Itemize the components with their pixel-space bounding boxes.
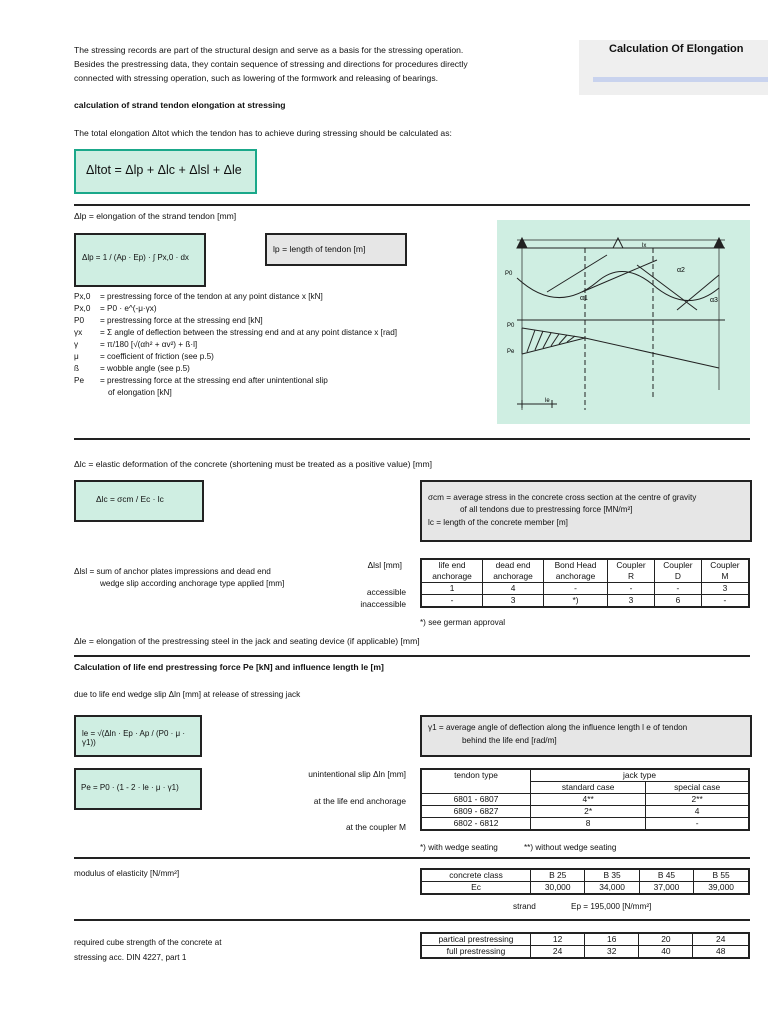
gamma-definition-box bbox=[420, 715, 752, 757]
section-heading: calculation of strand tendon elongation at stressing bbox=[74, 100, 286, 110]
tendon-diagram bbox=[497, 220, 750, 424]
label-lx: lx bbox=[642, 243, 647, 249]
label-alpha1: α1 bbox=[580, 295, 588, 302]
lc-formula: Δlc = σcm / Ec · lc bbox=[96, 494, 164, 504]
gamma-line: γ1 = average angle of deflection along the influence length l e of tendon bbox=[428, 723, 688, 732]
table-cell: Ec bbox=[421, 882, 531, 895]
table-header-cell: B 35 bbox=[585, 869, 639, 882]
pe-formula: Pe = P0 · (1 - 2 · le · μ · γ1) bbox=[81, 783, 179, 792]
divider bbox=[74, 919, 750, 921]
table-cell: 2** bbox=[646, 794, 749, 806]
def-row: Pe = prestressing force at the stressing end after unintentional slip bbox=[74, 376, 328, 385]
lc-length-line: lc = length of the concrete member [m] bbox=[428, 518, 568, 527]
cube-strength-table bbox=[420, 932, 750, 959]
def-row: μ = coefficient of friction (see p.5) bbox=[74, 352, 214, 361]
table-row bbox=[421, 882, 749, 895]
life-end-title: Calculation of life end prestressing force Pe [kN] and influence length le [m] bbox=[74, 662, 384, 672]
lsl-unit-label: Δlsl [mm] bbox=[367, 560, 402, 570]
jack-footnote-a: *) with wedge seating bbox=[420, 843, 498, 852]
cube-label-line: required cube strength of the concrete at bbox=[74, 938, 222, 947]
def-row: of elongation [kN] bbox=[108, 388, 172, 397]
table-header-cell: M bbox=[701, 571, 749, 583]
intro-paragraph bbox=[74, 44, 554, 85]
table-cell: 32 bbox=[585, 946, 639, 959]
table-cell: 30,000 bbox=[531, 882, 585, 895]
at-coupler-label: at the coupler M bbox=[345, 822, 406, 832]
table-row bbox=[421, 806, 749, 818]
jack-footnote-b: **) without wedge seating bbox=[524, 843, 617, 852]
tendon-diagram-svg bbox=[497, 220, 750, 424]
table-header-cell bbox=[421, 782, 531, 794]
table-header-cell: B 25 bbox=[531, 869, 585, 882]
label-alpha3: α3 bbox=[710, 297, 718, 304]
table-cell: 4 bbox=[483, 583, 544, 595]
def-row: Px,0 = prestressing force of the tendon at any point distance x [kN] bbox=[74, 292, 323, 301]
lsl-table bbox=[420, 558, 750, 608]
divider bbox=[74, 655, 750, 657]
label-le: le bbox=[545, 398, 550, 404]
lp-definition: Δlp = elongation of the strand tendon [mm] bbox=[74, 211, 237, 221]
lsl-def-line: Δlsl = sum of anchor plates impressions and dead end bbox=[74, 567, 271, 576]
table-cell: 37,000 bbox=[639, 882, 693, 895]
slip-label: unintentional slip Δln [mm] bbox=[308, 769, 406, 779]
table-header-cell: tendon type bbox=[421, 769, 531, 782]
table-header-cell: concrete class bbox=[421, 869, 531, 882]
strand-label: strand bbox=[513, 902, 536, 911]
table-header-cell: anchorage bbox=[421, 571, 483, 583]
table-cell: - bbox=[543, 583, 607, 595]
le-formula-box bbox=[74, 715, 202, 757]
modulus-label: modulus of elasticity [N/mm²] bbox=[74, 869, 180, 878]
le-formula: le = √(Δln · Ep · Ap / (P0 · μ · γ1)) bbox=[82, 729, 186, 747]
table-cell: - bbox=[701, 595, 749, 608]
total-intro: The total elongation Δltot which the tendon has to achieve during stressing should be calculated as: bbox=[74, 128, 452, 138]
table-header-cell: anchorage bbox=[483, 571, 544, 583]
def-row: γ = π/180 [√(αh² + αv²) + ß·l] bbox=[74, 340, 198, 349]
table-row bbox=[421, 869, 749, 882]
table-header-cell: Coupler bbox=[608, 559, 655, 571]
table-cell: 39,000 bbox=[694, 882, 749, 895]
table-cell: 4 bbox=[646, 806, 749, 818]
gamma-line: behind the life end [rad/m] bbox=[462, 736, 557, 745]
table-header-cell: B 45 bbox=[639, 869, 693, 882]
life-end-due-line: due to life end wedge slip Δln [mm] at release of stressing jack bbox=[74, 690, 301, 699]
table-cell: full prestressing bbox=[421, 946, 531, 959]
cube-label-line: stressing acc. DIN 4227, part 1 bbox=[74, 953, 187, 962]
table-header-cell: life end bbox=[421, 559, 483, 571]
table-cell: - bbox=[421, 595, 483, 608]
jack-type-table bbox=[420, 768, 750, 831]
cube-label bbox=[74, 937, 221, 964]
table-cell: 1 bbox=[421, 583, 483, 595]
intro-line: The stressing records are part of the structural design and serve as a basis for the stressing operation. bbox=[74, 45, 464, 55]
lp-formula: Δlp = 1 / (Ap · Ep) · ∫ Px,0 · dx bbox=[82, 253, 189, 262]
lp-length-text: lp = length of tendon [m] bbox=[273, 244, 366, 254]
row-label-inaccessible: inaccessible bbox=[360, 599, 406, 609]
table-header-cell: B 55 bbox=[694, 869, 749, 882]
modulus-table bbox=[420, 868, 750, 895]
table-row bbox=[421, 583, 749, 595]
header-accent-bar bbox=[593, 77, 768, 82]
table-cell: *) bbox=[543, 595, 607, 608]
table-cell: 4** bbox=[531, 794, 646, 806]
lp-definitions bbox=[74, 291, 494, 399]
lsl-footnote: *) see german approval bbox=[420, 618, 506, 627]
def-row: γx = Σ angle of deflection between the stressing end and at any point distance x [rad] bbox=[74, 328, 398, 337]
table-cell: 6802 - 6812 bbox=[421, 818, 531, 831]
table-cell: 2* bbox=[531, 806, 646, 818]
lc-definition: Δlc = elastic deformation of the concrete (shortening must be treated as a positive value) [mm] bbox=[74, 459, 433, 469]
table-header-cell: Coupler bbox=[701, 559, 749, 571]
intro-line: connected with stressing operation, such as lowering of the formwork and releasing of bearings. bbox=[74, 73, 439, 83]
table-cell: 3 bbox=[608, 595, 655, 608]
table-cell: 3 bbox=[483, 595, 544, 608]
table-cell: 40 bbox=[639, 946, 693, 959]
divider bbox=[74, 857, 750, 859]
table-cell: 34,000 bbox=[585, 882, 639, 895]
divider bbox=[74, 204, 750, 206]
main-formula-box bbox=[74, 149, 257, 194]
table-cell: - bbox=[608, 583, 655, 595]
table-cell: 3 bbox=[701, 583, 749, 595]
row-label-accessible: accessible bbox=[366, 587, 406, 597]
table-header-cell: R bbox=[608, 571, 655, 583]
table-row bbox=[421, 933, 749, 946]
table-row bbox=[421, 782, 749, 794]
sigma-line: of all tendons due to prestressing force [MN/m²] bbox=[460, 505, 633, 514]
table-header-cell: D bbox=[654, 571, 701, 583]
table-cell: 6801 - 6807 bbox=[421, 794, 531, 806]
table-cell: - bbox=[654, 583, 701, 595]
lsl-def-line: wedge slip according anchorage type applied [mm] bbox=[100, 579, 285, 588]
pe-formula-box bbox=[74, 768, 202, 810]
intro-line: Besides the prestressing data, they contain sequence of stressing and directions for procedures directly bbox=[74, 59, 468, 69]
page-title: Calculation Of Elongation bbox=[609, 43, 744, 55]
table-row bbox=[421, 571, 749, 583]
table-row bbox=[421, 818, 749, 831]
sigma-line: σcm = average stress in the concrete cross section at the centre of gravity bbox=[428, 493, 697, 502]
header-panel bbox=[579, 40, 768, 95]
table-header-cell: dead end bbox=[483, 559, 544, 571]
divider bbox=[74, 438, 750, 440]
lsl-definition bbox=[74, 566, 284, 590]
table-header-cell: Coupler bbox=[654, 559, 701, 571]
lp-formula-box bbox=[74, 233, 206, 287]
main-formula: Δltot = Δlp + Δlc + Δlsl + Δle bbox=[86, 163, 242, 177]
table-cell: 6 bbox=[654, 595, 701, 608]
lc-definition-box bbox=[420, 480, 752, 542]
table-cell: 24 bbox=[693, 933, 749, 946]
table-cell: 20 bbox=[639, 933, 693, 946]
le-definition: Δle = elongation of the prestressing steel in the jack and seating device (if applicable) [mm] bbox=[74, 636, 420, 646]
table-cell: 16 bbox=[585, 933, 639, 946]
label-p0: P0 bbox=[507, 323, 515, 329]
table-header-cell: Bond Head bbox=[543, 559, 607, 571]
def-row: Px,0 = P0 · e^(-μ·γx) bbox=[74, 304, 157, 313]
table-row bbox=[421, 794, 749, 806]
label-pe: Pe bbox=[507, 349, 515, 355]
strand-value: Ep = 195,000 [N/mm²] bbox=[571, 902, 652, 911]
label-p0-top: P0 bbox=[505, 271, 513, 277]
table-row bbox=[421, 946, 749, 959]
table-cell: 12 bbox=[531, 933, 585, 946]
label-alpha2: α2 bbox=[677, 267, 685, 274]
table-cell: 8 bbox=[531, 818, 646, 831]
lc-formula-box bbox=[74, 480, 204, 522]
table-cell: partical prestressing bbox=[421, 933, 531, 946]
table-row bbox=[421, 559, 749, 571]
table-header-cell: anchorage bbox=[543, 571, 607, 583]
table-cell: 48 bbox=[693, 946, 749, 959]
table-row bbox=[421, 769, 749, 782]
table-row bbox=[421, 595, 749, 608]
table-cell: 24 bbox=[531, 946, 585, 959]
table-cell: 6809 - 6827 bbox=[421, 806, 531, 818]
table-cell: - bbox=[646, 818, 749, 831]
def-row: P0 = prestressing force at the stressing end [kN] bbox=[74, 316, 263, 325]
table-header-cell: standard case bbox=[531, 782, 646, 794]
lp-length-box bbox=[265, 233, 407, 266]
at-life-end-label: at the life end anchorage bbox=[313, 796, 406, 806]
table-header-cell: jack type bbox=[531, 769, 750, 782]
table-header-cell: special case bbox=[646, 782, 749, 794]
def-row: ß = wobble angle (see p.5) bbox=[74, 364, 190, 373]
